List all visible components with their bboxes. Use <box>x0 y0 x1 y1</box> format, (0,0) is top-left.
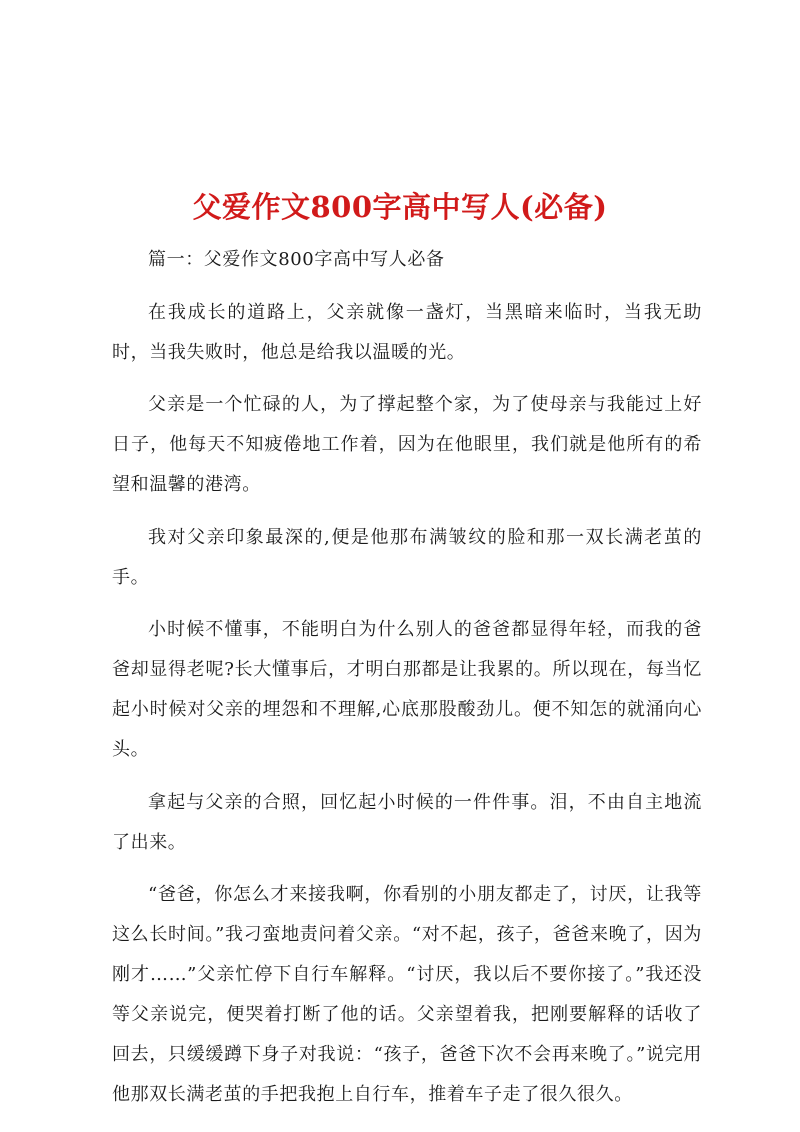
paragraph-2: 父亲是一个忙碌的人，为了撑起整个家，为了使母亲与我能过上好日子，他每天不知疲倦地工作着，因为在他眼里，我们就是他所有的希望和温馨的港湾。 <box>112 394 702 495</box>
document-body <box>112 240 702 1128</box>
paragraph-4: 小时候不懂事，不能明白为什么别人的爸爸都显得年轻，而我的爸爸却显得老呢?长大懂事后，才明白那都是让我累的。所以现在，每当忆起小时候对父亲的埋怨和不理解,心底那股酸劲儿。便不知怎的就涌向心头。 <box>112 619 702 760</box>
document-title: 父爱作文800字高中写人(必备) <box>192 190 608 225</box>
paragraph-3: 我对父亲印象最深的,便是他那布满皱纹的脸和那一双长满老茧的手。 <box>112 526 702 588</box>
section-heading: 篇一：父爱作文800字高中写人必备 <box>148 249 445 270</box>
paragraph-5: 拿起与父亲的合照，回忆起小时候的一件件事。泪，不由自主地流了出来。 <box>112 791 702 853</box>
paragraph-6: “爸爸，你怎么才来接我啊，你看别的小朋友都走了，讨厌，让我等这么长时间。”我刁蛮地责问着父亲。“对不起，孩子，爸爸来晚了，因为刚才……”父亲忙停下自行车解释。“讨厌，我以后不要你接了。”我还没等父亲说完，便哭着打断了他的话。父亲望着我，把刚要解释的话收了回去，只缓缓蹲下身子对我说：“孩子，爸爸下次不会再来晚了。”说完用他那双长满老茧的手把我抱上自行车，推着车子走了很久很久。 <box>112 884 702 1105</box>
paragraph-1: 在我成长的道路上，父亲就像一盏灯，当黑暗来临时，当我无助时，当我失败时，他总是给我以温暖的光。 <box>112 301 702 363</box>
